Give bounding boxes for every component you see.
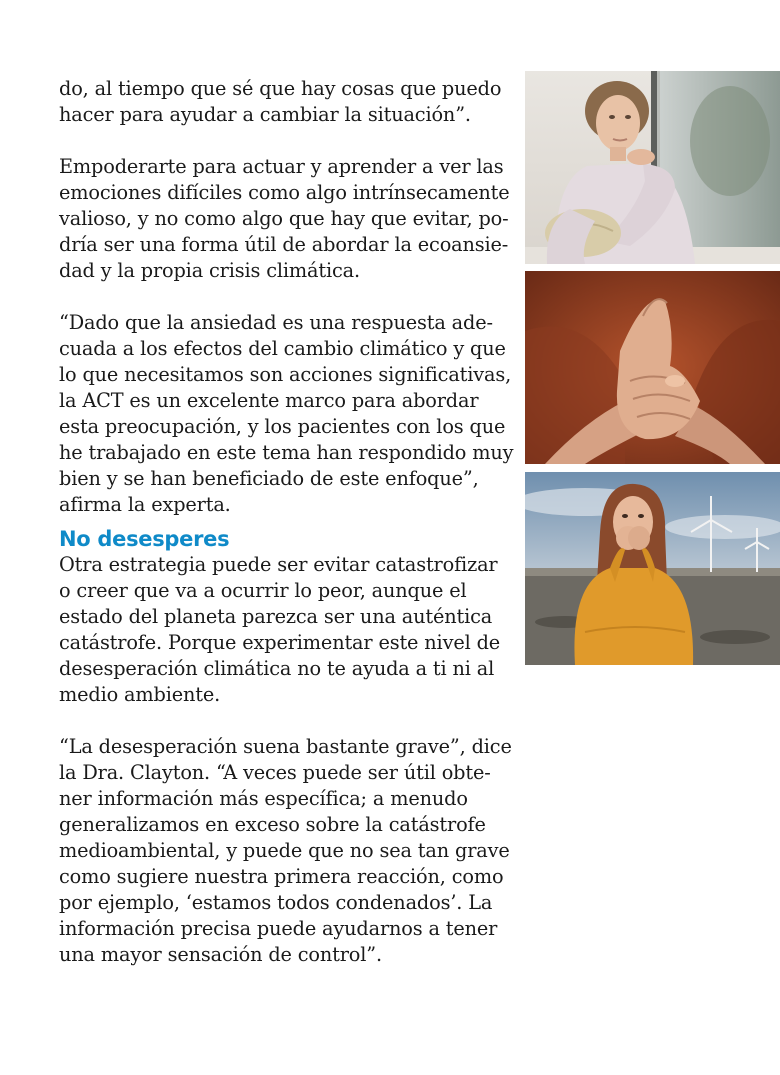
- section-heading: No desesperes: [59, 527, 230, 551]
- paragraph-5: “La desesperación suena bastante grave”, dice la Dra. Clayton. “A veces puede ser útil obte- ner información más específica; a menudo generalizamos en exceso sobre la catástrofe medioambiental, y puede que no sea tan grave como sugiere nuestra primera reacción, como por ejemplo, ‘estamos todos condenados’. La información precisa puede ayudarnos a tener una mayor sensación de control”.: [59, 735, 512, 966]
- paragraph-3: “Dado que la ansiedad es una respuesta ade- cuada a los efectos del cambio climático y que lo que necesitamos son acciones significativas, la ACT es un excelente marco para abordar esta preocupación, y los pacientes con los que he trabajado en este tema han respondido muy bien y se han beneficiado de este enfoque”, afirma la experta.: [59, 311, 514, 516]
- paragraph-1: do, al tiempo que sé que hay cosas que puedo hacer para ayudar a cambiar la situación”.: [59, 77, 502, 126]
- paragraph-2: Empoderarte para actuar y aprender a ver las emociones difíciles como algo intrínsecamente valioso, y no como algo que hay que evitar, po- dría ser una forma útil de abordar la ecoansie- dad y la propia crisis climática.: [59, 155, 510, 282]
- article-column: [59, 76, 514, 968]
- photo-pensive-woman-window: [525, 71, 780, 264]
- photo-woman-wind-turbines: [525, 472, 780, 665]
- paragraph-4: Otra estrategia puede ser evitar catastrofizar o creer que va a ocurrir lo peor, aunque el estado del planeta parezca ser una auténtica catástrofe. Porque experimentar este nivel de desesperación climática no te ayuda a ti ni al medio ambiente.: [59, 553, 501, 706]
- photo-clasped-hands: [525, 271, 780, 464]
